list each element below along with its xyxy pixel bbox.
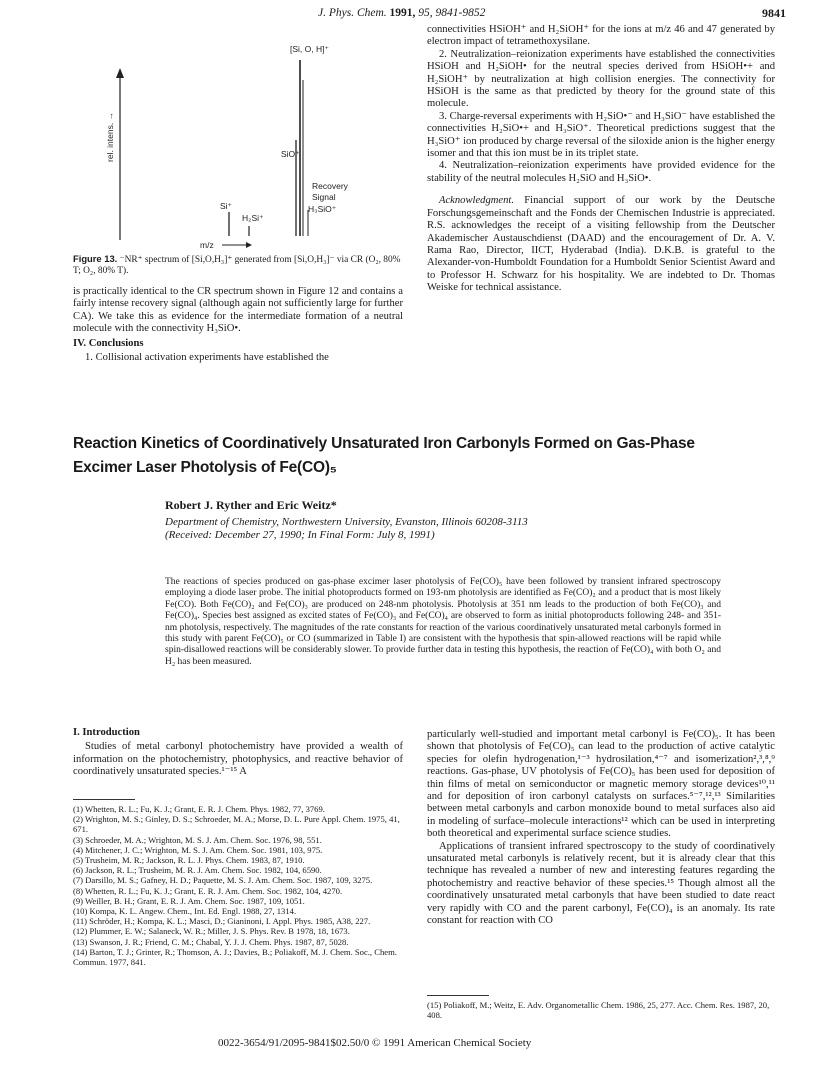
reference: (6) Jackson, R. L.; Trusheim, M. R. J. Am. Chem. Soc. 1982, 104, 6590. <box>73 865 322 876</box>
reference: (13) Swanson, J. R.; Friend, C. M.; Chabal, Y. J. J. Chem. Phys. 1987, 87, 5028. <box>73 936 349 947</box>
acknowledgment <box>427 195 775 294</box>
figure-13-spectrum <box>100 40 400 252</box>
figure-caption <box>73 253 403 277</box>
figure-caption-text: ⁻NR⁺ spectrum of [Si,O,H₃]⁺ generated from [Si,O,H₃]⁻ via CR (O₂, 80% T; O₂, 80% T). <box>73 255 401 276</box>
reference: (1) Whetten, R. L.; Fu, K. J.; Grant, E. R. J. Chem. Phys. 1982, 77, 3769. <box>73 804 325 814</box>
reference: (14) Barton, T. J.; Grinter, R.; Thomson, A. J.; Davies, B.; Poliakoff, M. J. Chem. Soc., Chem. Commun. 1977, 841. <box>73 946 397 968</box>
peak-label-sio: SiO⁺ <box>281 149 300 159</box>
left-top-paragraph: is practically identical to the CR spectrum shown in Figure 12 and contains a fairly intense recovery signal (although again not sufficiently large for further CA). We take this as evidence for the intermediate formation of a neutral molecule with the connectivity H₃SiO•. <box>73 286 403 335</box>
reference: (8) Whetten, R. L.; Fu, K. J.; Grant, E. R. J. Am. Chem. Soc. 1982, 104, 4270. <box>73 885 343 896</box>
peak-label-h3sio: H₃SiO⁺ <box>308 204 337 214</box>
right-top-p4: 4. Neutralization–reionization experiments have provided evidence for the stability of the neutral molecules H₂SiO and H₃SiO•. <box>427 160 775 184</box>
acknowledgment-text: Financial support of our work by the Deutsche Forschungsgemeinschaft and the Fonds der Chemischen Industrie is appreciated. R.S. acknowledges the receipt of a visiting fellowship from the Deutscher Akademischer Austauschdienst (DAAD) and the encouragement of Dr. A. V. Rama Rao, Director, IICT, Hyderabad (India). D.K.B. is grateful to the Alexander-von-Humboldt Foundation for a Humboldt Senior Scientist Award and to Professor H. Schwarz for his hospitality. We are indebted to Dr. Thomas Weiske for technical assistance. <box>427 195 775 294</box>
footnote-rule-right <box>427 995 489 996</box>
conclusion-1: 1. Collisional activation experiments have established the <box>85 352 329 364</box>
peak-label-signal: Signal <box>312 192 336 202</box>
reference: (4) Mitchener, J. C.; Wrighton, M. S. J. Am. Chem. Soc. 1981, 103, 975. <box>73 844 323 855</box>
reference: (5) Trusheim, M. R.; Jackson, R. L. J. Phys. Chem. 1983, 87, 1910. <box>73 855 305 866</box>
references-left <box>73 804 403 967</box>
intro-left-column <box>73 727 403 779</box>
article-title <box>73 432 773 480</box>
article-authors: Robert J. Ryther and Eric Weitz* <box>165 498 337 512</box>
intro-right-column <box>427 729 775 928</box>
article-affiliation <box>165 516 528 542</box>
intro-left-text: Studies of metal carbonyl photochemistry have provided a wealth of information on the photochemistry, photophysics, and reactive behavior of coordinatively unsaturated species.¹⁻¹⁵ A <box>73 741 403 778</box>
acknowledgment-label: Acknowledgment. <box>439 195 515 207</box>
reference: (7) Darsillo, M. S.; Gafney, H. D.; Paquette, M. S. J. Am. Chem. Soc. 1987, 109, 3275. <box>73 875 373 886</box>
reference: (11) Schröder, H.; Kompa, K. L.; Masci, D.; Gianinoni, I. Appl. Phys. 1985, A38, 227. <box>73 916 371 927</box>
page-footer: 0022-3654/91/2095-9841$02.50/0 © 1991 American Chemical Society <box>218 1037 532 1049</box>
reference: (9) Weiller, B. H.; Grant, E. R. J. Am. Chem. Soc. 1987, 109, 1051. <box>73 895 305 906</box>
abstract: The reactions of species produced on gas-phase excimer laser photolysis of Fe(CO)₅ have been followed by transient infrared spectroscopy employing a diode laser probe. The initial photoproducts formed on 193-nm photolysis are identified as Fe(CO)₂ and a product that is most likely Fe(CO). Both Fe(CO)₂ and Fe(CO)₃ are produced on 248-nm photolysis. Photolysis at 351 nm leads to the production of both Fe(CO)₃ and Fe(CO)₄. Species best assigned as excited states of Fe(CO)₃ and Fe(CO)₄ are observed to form as initial photoproducts following 248- and 351-nm photolysis, respectively. The magnitudes of the rate constants for reaction of the various coordinatively unsaturated metal carbonyls formed in this study with parent Fe(CO)₅ or CO (summarized in Table I) are consistent with the hypothesis that spin-allowed reactions will be rapid while spin-disallowed reactions will be considerably slower. To provide further data in testing this hypothesis, the reaction of Fe(CO)₄ with both O₂ and H₂ has been measured. <box>165 577 721 667</box>
page-number: 9841 <box>762 6 786 20</box>
peak-label-recovery: Recovery <box>312 181 348 191</box>
article-title-line1: Reaction Kinetics of Coordinatively Unsaturated Iron Carbonyls Formed on Gas-Phase <box>73 435 695 452</box>
journal-volume-pages: 95, 9841-9852 <box>418 7 486 19</box>
right-top-p1: connectivities HSiOH⁺ and H₂SiOH⁺ for the ions at m/z 46 and 47 generated by electron impact of tetramethoxysilane. <box>427 24 775 48</box>
right-top-column <box>427 24 775 295</box>
figure-ion-label: [Si, O, H]⁺ <box>290 44 329 54</box>
journal-name: J. Phys. Chem. <box>318 7 387 19</box>
x-axis-label: m/z <box>200 240 214 250</box>
footnote-rule-left <box>73 799 135 800</box>
intro-right-p1: particularly well-studied and important metal carbonyl is Fe(CO)₅. It has been shown that photolysis of Fe(CO)₅ can lead to the production of active catalytic species for olefin hydrogenation,¹⁻³ hydrosilation,⁴⁻⁷ and isomerization²,³,⁸,⁹ reactions. Gas-phase, UV photolysis of Fe(CO)₅ has been used for deposition of thin films of metal on semiconductor or magnetic memory storage devices¹⁰,¹¹ and for deposition of iron carbonyl catalysts on surfaces.⁵⁻⁷,¹²,¹³ Similarities between metal carbonyls and carbon monoxide bound to metal surfaces also aid in modeling of surface–molecule interactions¹² which can be used in interpreting both theoretical and experimental surface science studies. <box>427 729 775 840</box>
conclusions-heading: IV. Conclusions <box>73 337 144 349</box>
right-top-p3: 3. Charge-reversal experiments with H₂SiO•⁻ and H₃SiO⁻ have established the connectivities H₂SiO•+ and H₃SiO⁺. Theoretical predictions suggest that the H₃SiO⁺ ion produced by charge reversal of the siloxide anion is the higher energy isomer and that this ion must be in its triplet state. <box>427 110 775 160</box>
reference: (2) Wrighton, M. S.; Ginley, D. S.; Schroeder, M. A.; Morse, D. L. Pure Appl. Chem. 1975, 41, 671. <box>73 814 400 835</box>
intro-heading: I. Introduction <box>73 727 140 738</box>
reference: (10) Kompa, K. L. Angew. Chem., Int. Ed. Engl. 1988, 27, 1314. <box>73 906 297 917</box>
received-line: (Received: December 27, 1990; In Final Form: July 8, 1991) <box>165 529 435 542</box>
reference: (15) Poliakoff, M.; Weitz, E. Adv. Organometallic Chem. 1986, 25, 277. Acc. Chem. Res. 1987, 20, 408. <box>427 1000 770 1021</box>
journal-header <box>318 7 485 19</box>
right-top-p2: 2. Neutralization–reionization experiments have established the connectivities HSiOH and H₂SiOH• for the neutral species derived from HSiOH•+ and H₂SiOH⁺ by neutralization at high collision energies. The connectivity for HSiOH is the same as that predicted by theory for the ground state of this molecule. <box>427 48 775 110</box>
references-right <box>427 1000 775 1020</box>
peak-label-h2si: H₂Si⁺ <box>242 213 264 223</box>
left-top-column <box>73 286 403 364</box>
article-title-line2: Excimer Laser Photolysis of Fe(CO)₅ <box>73 459 337 476</box>
affiliation-line: Department of Chemistry, Northwestern University, Evanston, Illinois 60208-3113 <box>165 516 528 528</box>
reference: (12) Plummer, E. W.; Salaneck, W. R.; Miller, J. S. Phys. Rev. B 1978, 18, 1673. <box>73 926 350 937</box>
intro-right-p2: Applications of transient infrared spectroscopy to the study of coordinatively unsaturated metal carbonyls is relatively recent, but it is already clear that this technique has revealed a number of new and interesting features regarding the photochemistry and reactive behavior of these species.¹⁵ Though almost all the coordinatively unsaturated metal carbonyls that have been studied to date react very rapidly with CO and the parent carbonyl, Fe(CO)₄ is an anomaly. Its rate constant for reaction with CO <box>427 840 775 927</box>
x-axis-arrowhead <box>246 242 252 248</box>
y-axis-label: rel. intens. → <box>105 111 115 162</box>
journal-year: 1991, <box>389 7 416 19</box>
reference: (3) Schroeder, M. A.; Wrighton, M. S. J. Am. Chem. Soc. 1976, 98, 551. <box>73 834 322 845</box>
peak-label-si: Si⁺ <box>220 201 233 211</box>
y-axis-arrowhead <box>116 68 124 78</box>
figure-caption-label: Figure 13. <box>73 253 118 264</box>
